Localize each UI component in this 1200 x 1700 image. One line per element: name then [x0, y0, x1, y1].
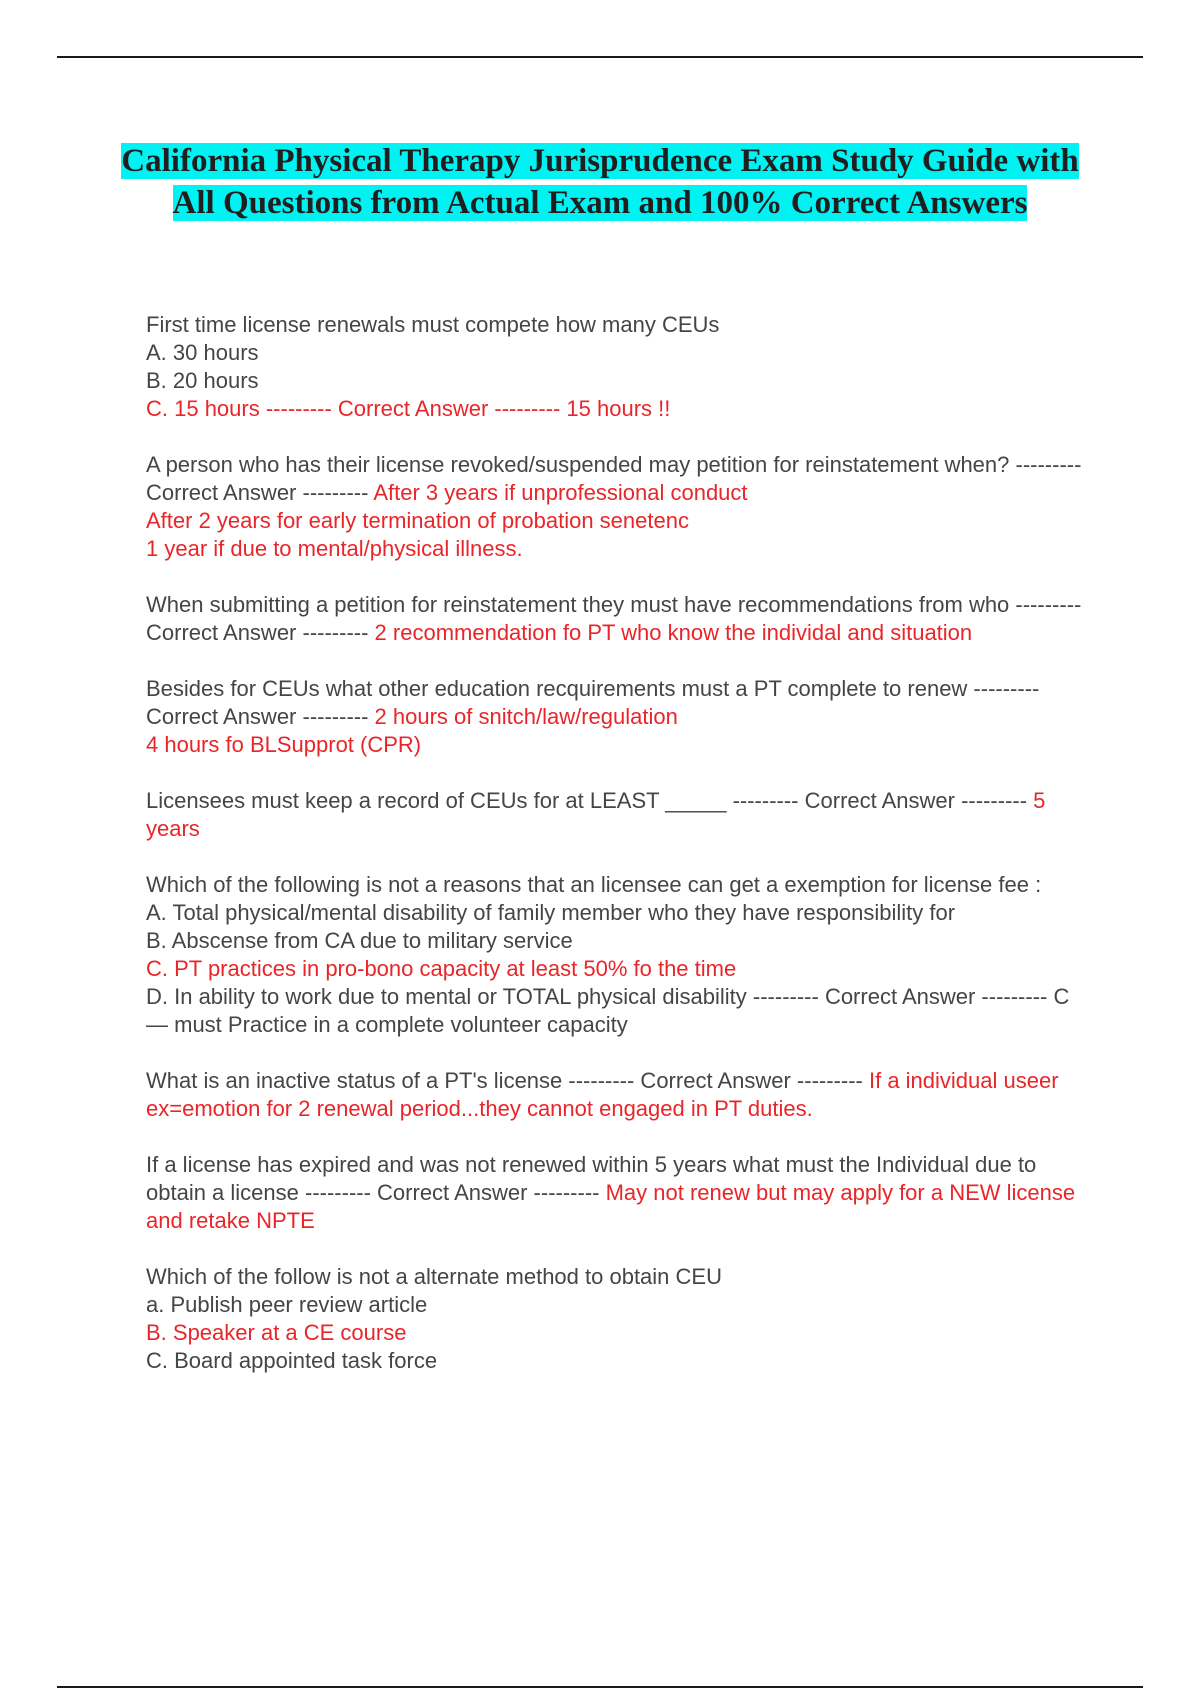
answer-text: After 2 years for early termination of probation senetenc: [146, 508, 689, 533]
answer-text: 2 recommendation fo PT who know the individal and situation: [374, 620, 973, 645]
option-a: A. 30 hours: [146, 340, 259, 365]
qa-item-2: [146, 451, 1091, 563]
qa-content: [146, 311, 1091, 1403]
option-d: D. In ability to work due to mental or TOTAL physical disability --------- Correct Answer --------- C— must Practice in a complete volunteer capacity: [146, 984, 1070, 1037]
qa-item-7: [146, 1067, 1091, 1123]
answer-text: After 3 years if unprofessional conduct: [373, 480, 748, 505]
qa-item-4: [146, 675, 1091, 759]
qa-item-5: [146, 787, 1091, 843]
document-title: [100, 140, 1100, 224]
question-text: Besides for CEUs what other education recquirements must a PT complete to renew --------- Correct Answer ---------: [146, 676, 1040, 729]
question-text: Which of the follow is not a alternate method to obtain CEU: [146, 1264, 722, 1289]
answer-text: If a individual useer ex=emotion for 2 renewal period...they cannot engaged in PT duties.: [146, 1068, 1059, 1121]
question-text: A person who has their license revoked/suspended may petition for reinstatement when? --------- Correct Answer ---------: [146, 452, 1082, 505]
correct-option: C. 15 hours --------- Correct Answer --------- 15 hours !!: [146, 396, 671, 421]
answer-text: May not renew but may apply for a NEW license and retake NPTE: [146, 1180, 1076, 1233]
qa-item-1: [146, 311, 1091, 423]
question-text: Licensees must keep a record of CEUs for at LEAST _____ --------- Correct Answer ---------: [146, 788, 1034, 813]
answer-text: 1 year if due to mental/physical illness.: [146, 536, 523, 561]
question-text: First time license renewals must compete how many CEUs: [146, 312, 720, 337]
option-a: A. Total physical/mental disability of family member who they have responsibility for: [146, 900, 956, 925]
title-highlight: California Physical Therapy Jurisprudence Exam Study Guide with All Questions from Actual Exam and 100% Correct Answers: [121, 143, 1079, 221]
option-b: B. Abscense from CA due to military service: [146, 928, 573, 953]
question-text: What is an inactive status of a PT's license --------- Correct Answer ---------: [146, 1068, 869, 1093]
qa-item-3: [146, 591, 1091, 647]
question-text: Which of the following is not a reasons that an licensee can get a exemption for license fee :: [146, 872, 1042, 897]
answer-text: 5 years: [146, 788, 1046, 841]
qa-item-9: [146, 1263, 1091, 1375]
correct-option: C. PT practices in pro-bono capacity at least 50% fo the time: [146, 956, 737, 981]
correct-option: B. Speaker at a CE course: [146, 1320, 407, 1345]
answer-text: 2 hours of snitch/law/regulation: [374, 704, 678, 729]
option-a: a. Publish peer review article: [146, 1292, 428, 1317]
top-rule: [57, 56, 1143, 58]
question-text: When submitting a petition for reinstatement they must have recommendations from who --------- Correct Answer ---------: [146, 592, 1082, 645]
qa-item-6: [146, 871, 1091, 1039]
question-text: If a license has expired and was not renewed within 5 years what must the Individual due to obtain a license --------- Correct Answer ---------: [146, 1152, 1037, 1205]
qa-item-8: [146, 1151, 1091, 1235]
answer-text: 4 hours fo BLSupprot (CPR): [146, 732, 422, 757]
option-b: B. 20 hours: [146, 368, 259, 393]
bottom-rule: [57, 1686, 1143, 1688]
option-c: C. Board appointed task force: [146, 1348, 438, 1373]
